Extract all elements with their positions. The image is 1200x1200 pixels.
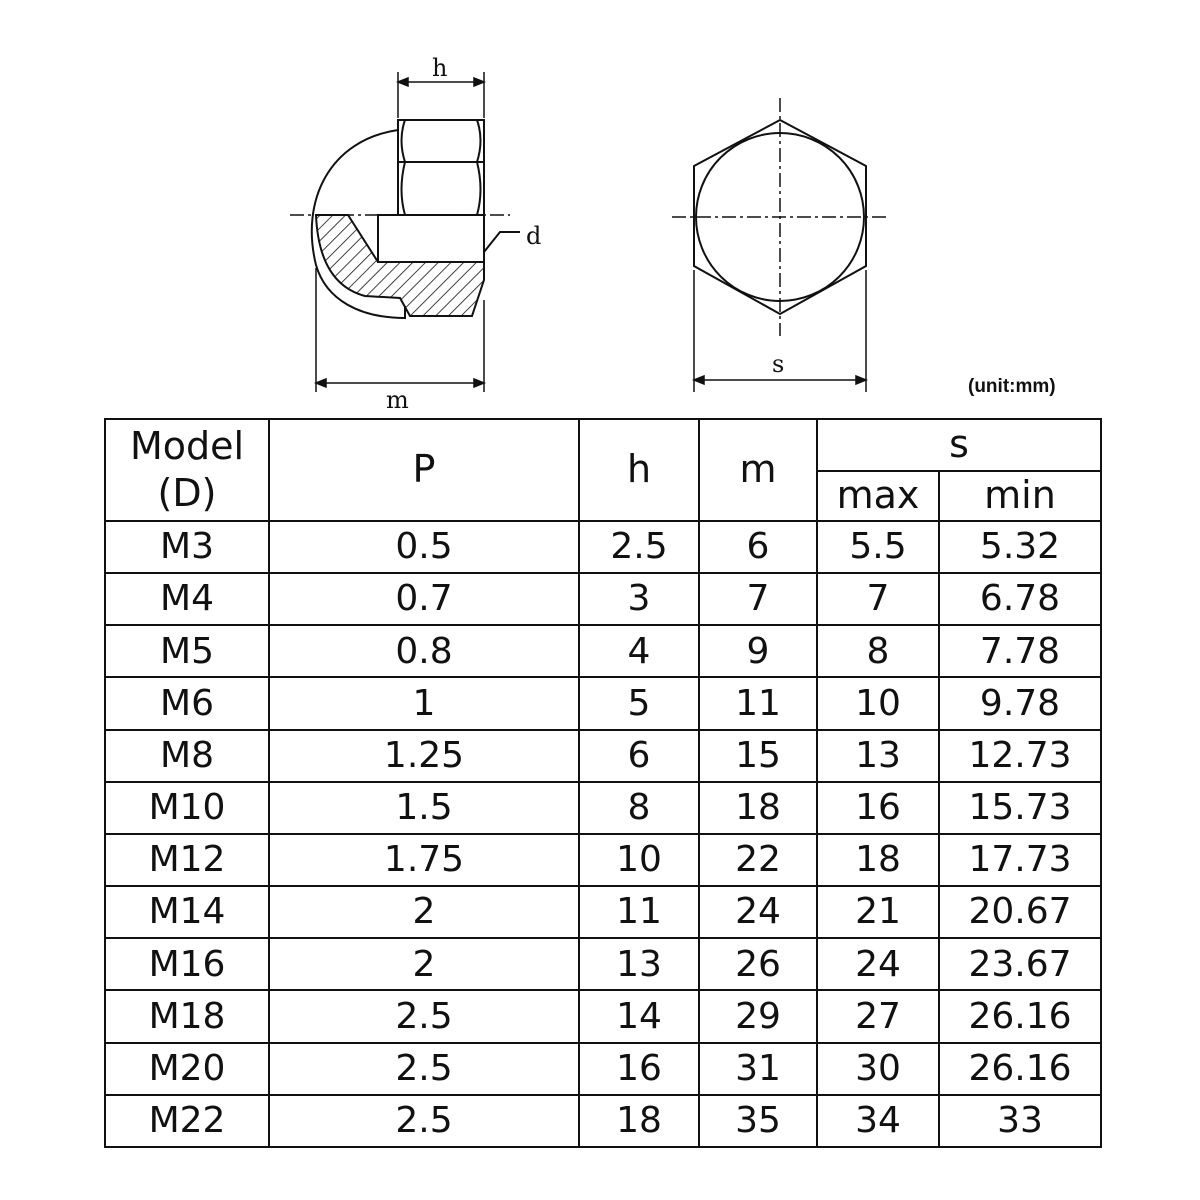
cell-p: 0.5 [269,521,579,573]
cell-model: M20 [105,1043,269,1095]
cell-s-max: 30 [817,1043,939,1095]
cell-p: 1.75 [269,834,579,886]
cell-h: 16 [579,1043,699,1095]
cell-model: M6 [105,677,269,729]
table-row [105,625,1101,677]
table-row [105,782,1101,834]
thread-bore [378,215,484,262]
cell-p: 1.25 [269,730,579,782]
cell-h: 3 [579,573,699,625]
header-m: m [699,419,817,521]
header-s-min: min [939,471,1101,521]
cell-h: 8 [579,782,699,834]
cell-model: M3 [105,521,269,573]
cell-p: 0.7 [269,573,579,625]
cell-h: 13 [579,938,699,990]
cell-m: 7 [699,573,817,625]
cell-p: 1 [269,677,579,729]
header-s-max: max [817,471,939,521]
cell-s-min: 6.78 [939,573,1101,625]
cell-m: 18 [699,782,817,834]
cell-p: 2.5 [269,990,579,1042]
label-s: s [772,350,785,378]
cell-model: M16 [105,938,269,990]
table-row [105,886,1101,938]
cap-nut-drawing [0,0,1200,420]
label-h: h [432,54,448,82]
cell-s-max: 27 [817,990,939,1042]
cell-s-min: 26.16 [939,1043,1101,1095]
cell-m: 29 [699,990,817,1042]
cell-s-min: 9.78 [939,677,1101,729]
cell-model: M14 [105,886,269,938]
cell-s-max: 34 [817,1095,939,1147]
header-model-line1: Model [129,423,245,468]
table-row [105,521,1101,573]
cell-s-max: 21 [817,886,939,938]
side-view [312,120,520,318]
cell-p: 0.8 [269,625,579,677]
cell-s-min: 17.73 [939,834,1101,886]
cell-p: 2.5 [269,1043,579,1095]
cell-m: 9 [699,625,817,677]
unit-note: (unit:mm) [968,376,1056,397]
cell-p: 2 [269,886,579,938]
cell-s-min: 33 [939,1095,1101,1147]
header-model-line2: (D) [157,471,217,515]
cell-m: 11 [699,677,817,729]
cell-m: 31 [699,1043,817,1095]
cell-h: 2.5 [579,521,699,573]
cell-model: M22 [105,1095,269,1147]
cell-model: M12 [105,834,269,886]
cell-m: 6 [699,521,817,573]
cell-m: 22 [699,834,817,886]
cell-p: 1.5 [269,782,579,834]
hex-body [398,120,484,215]
cell-h: 14 [579,990,699,1042]
cell-s-max: 24 [817,938,939,990]
dimension-table [104,418,1102,1148]
cell-m: 24 [699,886,817,938]
cell-s-max: 16 [817,782,939,834]
cell-h: 18 [579,1095,699,1147]
cell-s-max: 8 [817,625,939,677]
table-row [105,677,1101,729]
header-model [105,419,269,521]
table-row [105,730,1101,782]
cell-model: M5 [105,625,269,677]
table-row [105,938,1101,990]
table-body [105,521,1101,1147]
cell-m: 26 [699,938,817,990]
cell-h: 4 [579,625,699,677]
header-h: h [579,419,699,521]
table-row [105,834,1101,886]
cell-s-min: 12.73 [939,730,1101,782]
cell-p: 2.5 [269,1095,579,1147]
cell-s-min: 15.73 [939,782,1101,834]
cell-s-min: 5.32 [939,521,1101,573]
cell-s-max: 5.5 [817,521,939,573]
table-row [105,573,1101,625]
cell-h: 10 [579,834,699,886]
label-d: d [526,222,542,250]
header-p: P [269,419,579,521]
cell-model: M18 [105,990,269,1042]
cell-p: 2 [269,938,579,990]
table-row [105,1043,1101,1095]
label-m: m [386,386,409,414]
cell-s-min: 26.16 [939,990,1101,1042]
cell-h: 11 [579,886,699,938]
header-s: s [817,419,1101,471]
cell-s-min: 23.67 [939,938,1101,990]
cell-s-min: 20.67 [939,886,1101,938]
cell-m: 15 [699,730,817,782]
cell-m: 35 [699,1095,817,1147]
cell-s-max: 7 [817,573,939,625]
cell-h: 5 [579,677,699,729]
table-row [105,990,1101,1042]
cell-s-max: 13 [817,730,939,782]
cell-s-min: 7.78 [939,625,1101,677]
cell-s-max: 18 [817,834,939,886]
cell-model: M10 [105,782,269,834]
cell-model: M4 [105,573,269,625]
cell-h: 6 [579,730,699,782]
cell-s-max: 10 [817,677,939,729]
cell-model: M8 [105,730,269,782]
table-row [105,1095,1101,1147]
